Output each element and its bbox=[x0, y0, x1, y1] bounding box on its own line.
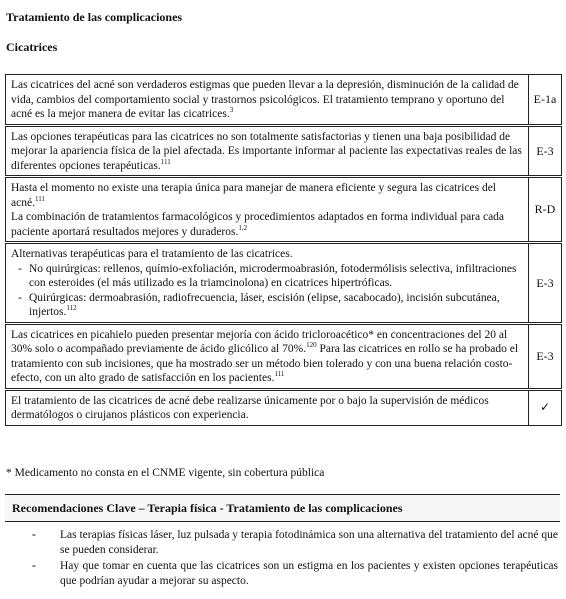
list-item: - Las terapias físicas láser, luz pulsada y terapia fotodinámica son una alternativa del tratamiento del acné que se pueden considerar. bbox=[60, 528, 558, 557]
evidence-level: E-3 bbox=[529, 126, 562, 176]
evidence-level: E-3 bbox=[529, 244, 562, 323]
evidence-text-cell: Las opciones terapéuticas para las cicatrices no son totalmente satisfactorias y tienen una baja posibilidad de mejorar la apariencia física de la piel afectada. Es importante informar al paciente las expectativas reales de las diferentes opciones terapéuticas.$^{111}$ bbox=[6, 126, 529, 176]
alternatives-list bbox=[11, 262, 523, 320]
list-item: - Hay que tomar en cuenta que las cicatrices son un estigma en los pacientes y existen opciones terapéuticas que podrían ayudar a mejorar su aspecto. bbox=[60, 559, 558, 588]
evidence-level: E-1a bbox=[529, 75, 562, 125]
key-recommendations-header bbox=[5, 494, 560, 522]
recommendation-grade: R-D bbox=[529, 178, 562, 242]
evidence-table bbox=[5, 74, 562, 426]
evidence-text-cell: Las cicatrices en picahielo pueden presentar mejoría con ácido tricloroacético* en concentraciones del 20 al 30% solo o acompañado previamente de ácido glicólico al 70%.$^{120}$ Para las cicatrices en rollo se ha probado el tratamiento con sub incisiones, que ha mostrado ser un método bien tolerado y con una buena relación costo-efecto, con un alto grado de satisfacción en los pacientes.$^{111}$ bbox=[6, 324, 529, 388]
table-row bbox=[6, 126, 562, 176]
key-recommendations-title: Recomendaciones Clave – Terapia física - Tratamiento de las complicaciones bbox=[12, 501, 403, 515]
key-recommendations-list bbox=[30, 528, 558, 590]
subsection-heading: Cicatrices bbox=[6, 40, 58, 54]
evidence-text-cell: Hasta el momento no existe una terapia única para manejar de manera eficiente y segura las cicatrices del acné.$^{111}$ La combinación de tratamientos farmacológicos y procedimientos adaptados en forma individual para cada paciente aportará resultados mejores y duraderos.$^{1,2}$ bbox=[6, 178, 529, 242]
evidence-text-cell: Las cicatrices del acné son verdaderos estigmas que pueden llevar a la depresión, disminución de la calidad de vida, cambios del comportamiento social y trastornos psicológicos. El tratamiento temprano y oportuno del acné es la mejor manera de evitar las cicatrices.$^3$ bbox=[6, 75, 529, 125]
evidence-text-cell: El tratamiento de las cicatrices de acné debe realizarse únicamente por o bajo la supervisión de médicos dermatólogos o cirujanos plásticos con experiencia. bbox=[6, 390, 529, 425]
table-row bbox=[6, 390, 562, 425]
table-row bbox=[6, 244, 562, 323]
table-row bbox=[6, 324, 562, 388]
footnote: * Medicamento no consta en el CNME vigente, sin cobertura pública bbox=[6, 467, 325, 479]
table-row bbox=[6, 75, 562, 125]
list-item: - No quirúrgicas: rellenos, químio-exfoliación, microdermoabrasión, fotodermólisis selectiva, infiltraciones con esteroides (el más utilizado es la triamcinolona) en cicatrices hipertróficas. bbox=[29, 262, 523, 291]
table-row bbox=[6, 178, 562, 242]
checkmark-icon: ✓ bbox=[529, 390, 562, 425]
evidence-text-cell: Alternativas terapéuticas para el tratamiento de las cicatrices. - No quirúrgicas: rellenos, químio-exfoliación, microdermoabrasión, fotodermólisis selectiva, infiltraciones con esteroides (el más utilizado es la triamcinolona) en cicatrices hipertróficas. - Quirúrgicas: dermoabrasión, radiofrecuencia, láser, escisión (elipse, sacabocado), incisión subcutánea, injertos.$^{112}$ bbox=[6, 244, 529, 323]
list-item: - Quirúrgicas: dermoabrasión, radiofrecuencia, láser, escisión (elipse, sacabocado), incisión subcutánea, injertos.$^{112}$ bbox=[29, 291, 523, 320]
section-heading: Tratamiento de las complicaciones bbox=[6, 10, 183, 24]
evidence-level: E-3 bbox=[529, 324, 562, 388]
